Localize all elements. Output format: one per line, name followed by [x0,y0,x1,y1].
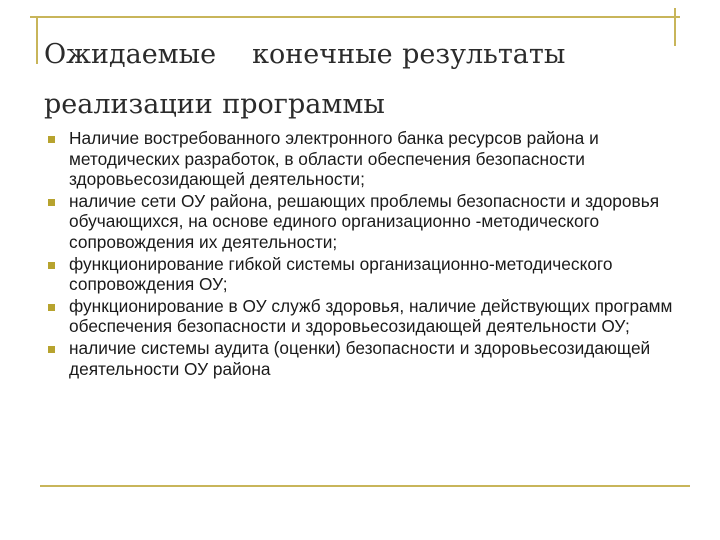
left-decorative-line [36,16,38,64]
list-item-text: Наличие востребованного электронного банка ресурсов района и методических разработок, в области обеспечения безопасности здоровьесозидающей деятельности; [69,128,599,190]
list-item [48,254,698,295]
list-item [48,338,698,379]
list-item-text: функционирование гибкой системы организационно-методического сопровождения ОУ; [69,253,613,295]
title-line-2: реализации программы [44,89,385,120]
square-bullet-icon [48,262,55,269]
results-list [48,128,698,380]
list-item [48,128,698,190]
top-decorative-line [30,16,680,18]
list-item-text: наличие сети ОУ района, решающих проблемы безопасности и здоровья обучающихся, на основе единого организационно -методического сопровождения их деятельности; [69,190,660,252]
square-bullet-icon [48,304,55,311]
square-bullet-icon [48,346,55,353]
title-part-2: конечные результаты [252,39,566,70]
list-item-text: наличие системы аудита (оценки) безопасности и здоровьесозидающей деятельности ОУ района [69,337,651,379]
list-item [48,191,698,253]
bottom-decorative-line [40,485,690,487]
list-item-text: функционирование в ОУ служб здоровья, наличие действующих программ обеспечения безопасности и здоровьесозидающей деятельности ОУ; [69,295,673,337]
title-part-1: Ожидаемые [44,39,217,70]
square-bullet-icon [48,199,55,206]
list-item [48,296,698,337]
square-bullet-icon [48,136,55,143]
slide-title [44,30,684,130]
